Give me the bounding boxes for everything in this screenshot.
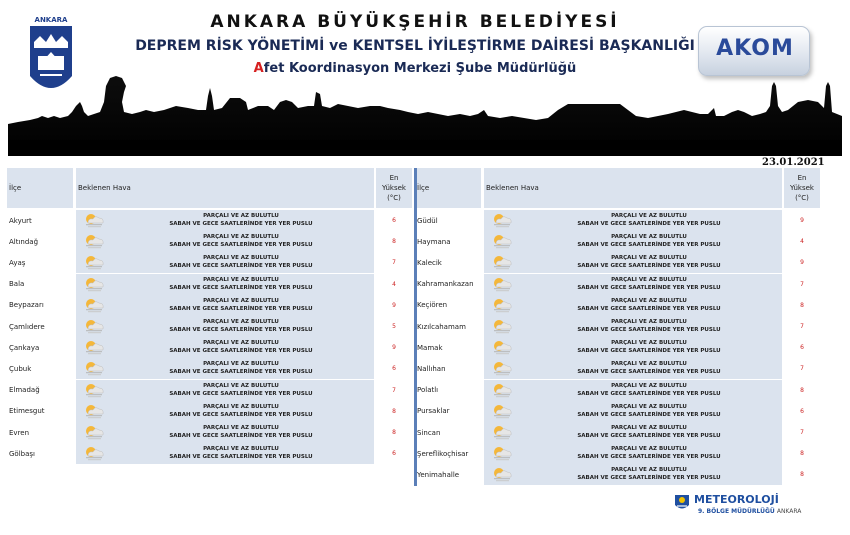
partly-cloudy-hazy-icon xyxy=(82,339,106,356)
high-temperature: 8 xyxy=(376,401,412,422)
weather-line1: PARÇALI VE AZ BULUTLU xyxy=(203,403,279,410)
weather-cell xyxy=(484,210,782,231)
weather-description xyxy=(110,297,372,313)
branch-title-initial: A xyxy=(253,61,264,76)
weather-line1: PARÇALI VE AZ BULUTLU xyxy=(203,255,279,262)
table-row xyxy=(7,316,412,337)
column-header-district: İlçe xyxy=(7,168,73,208)
district-name: Etimesgut xyxy=(7,401,73,422)
weather-cell xyxy=(76,337,374,358)
weather-line2: SABAH VE GECE SAATLERİNDE YER YER PUSLU xyxy=(577,411,721,418)
table-row xyxy=(415,295,820,316)
table-row xyxy=(415,316,820,337)
weather-line2: SABAH VE GECE SAATLERİNDE YER YER PUSLU xyxy=(169,369,313,376)
weather-cell xyxy=(484,337,782,358)
high-temperature: 8 xyxy=(784,295,820,316)
organization-title: ANKARA BÜYÜKŞEHİR BELEDİYESİ xyxy=(210,12,620,32)
high-temperature: 4 xyxy=(376,274,412,295)
weather-line2: SABAH VE GECE SAATLERİNDE YER YER PUSLU xyxy=(577,305,721,312)
weather-line1: PARÇALI VE AZ BULUTLU xyxy=(611,213,687,219)
district-name: Pursaklar xyxy=(415,401,481,422)
table-row xyxy=(7,274,412,295)
weather-line1: PARÇALI VE AZ BULUTLU xyxy=(203,361,279,368)
partly-cloudy-hazy-icon xyxy=(490,318,514,335)
district-name: Akyurt xyxy=(7,210,73,231)
weather-cell xyxy=(484,380,782,401)
district-name: Sincan xyxy=(415,422,481,443)
table-row xyxy=(7,252,412,273)
weather-line1: PARÇALI VE AZ BULUTLU xyxy=(611,276,687,283)
table-row xyxy=(7,422,412,443)
weather-line1: PARÇALI VE AZ BULUTLU xyxy=(611,319,687,325)
weather-cell xyxy=(76,210,374,231)
department-title: DEPREM RİSK YÖNETİMİ ve KENTSEL İYİLEŞTİRME DAİRESİ BAŞKANLIĞI xyxy=(135,38,695,54)
column-header-high-line1: En xyxy=(797,174,807,182)
partly-cloudy-hazy-icon xyxy=(82,233,106,250)
table-row xyxy=(7,295,412,316)
high-temperature: 6 xyxy=(376,443,412,464)
high-temperature: 8 xyxy=(376,231,412,252)
table-row xyxy=(7,401,412,422)
column-header-high-line2: Yüksek xyxy=(790,184,814,192)
high-temperature: 7 xyxy=(784,316,820,337)
partly-cloudy-hazy-icon xyxy=(490,382,514,399)
weather-line2: SABAH VE GECE SAATLERİNDE YER YER PUSLU xyxy=(169,221,313,227)
weather-description xyxy=(110,403,372,419)
partly-cloudy-hazy-icon xyxy=(490,424,514,441)
district-name: Bala xyxy=(7,274,73,295)
table-row xyxy=(415,443,820,464)
table-row xyxy=(415,422,820,443)
high-temperature: 5 xyxy=(376,316,412,337)
table-row xyxy=(7,337,412,358)
high-temperature: 8 xyxy=(376,422,412,443)
table-row xyxy=(415,401,820,422)
high-temperature: 6 xyxy=(784,401,820,422)
weather-line2: SABAH VE GECE SAATLERİNDE YER YER PUSLU xyxy=(577,221,721,227)
high-temperature: 9 xyxy=(784,252,820,273)
column-header-high-line1: En xyxy=(389,174,399,182)
high-temperature: 7 xyxy=(376,252,412,273)
column-header-high-line2: Yüksek xyxy=(382,184,406,192)
table-row xyxy=(7,210,412,231)
meteoroloji-region: 9. BÖLGE MÜDÜRLÜĞÜ xyxy=(698,508,775,515)
weather-line1: PARÇALI VE AZ BULUTLU xyxy=(611,255,687,262)
weather-description xyxy=(518,360,780,376)
partly-cloudy-hazy-icon xyxy=(490,445,514,462)
weather-description xyxy=(518,445,780,461)
partly-cloudy-hazy-icon xyxy=(490,403,514,420)
meteoroloji-title: METEOROLOJİ xyxy=(694,493,779,506)
akom-logo xyxy=(698,26,810,76)
column-header-high-line3: (°C) xyxy=(387,194,401,202)
district-name: Kahramankazan xyxy=(415,274,481,295)
weather-line2: SABAH VE GECE SAATLERİNDE YER YER PUSLU xyxy=(169,242,313,249)
column-header-district: İlçe xyxy=(415,168,481,208)
table-row xyxy=(415,464,820,485)
district-name: Çamlıdere xyxy=(7,316,73,337)
weather-cell xyxy=(484,231,782,252)
meteoroloji-city: ANKARA xyxy=(776,508,802,515)
partly-cloudy-hazy-icon xyxy=(82,360,106,377)
district-name: Beypazarı xyxy=(7,295,73,316)
weather-description xyxy=(518,466,780,482)
weather-line1: PARÇALI VE AZ BULUTLU xyxy=(203,234,279,241)
high-temperature: 9 xyxy=(376,295,412,316)
weather-line2: SABAH VE GECE SAATLERİNDE YER YER PUSLU xyxy=(169,327,313,333)
partly-cloudy-hazy-icon xyxy=(490,276,514,293)
district-name: Keçiören xyxy=(415,295,481,316)
high-temperature: 7 xyxy=(784,274,820,295)
weather-cell xyxy=(76,358,374,379)
weather-line2: SABAH VE GECE SAATLERİNDE YER YER PUSLU xyxy=(577,242,721,249)
weather-line2: SABAH VE GECE SAATLERİNDE YER YER PUSLU xyxy=(577,327,721,333)
weather-cell xyxy=(76,401,374,422)
weather-description xyxy=(110,212,372,228)
weather-line1: PARÇALI VE AZ BULUTLU xyxy=(203,319,279,325)
weather-line2: SABAH VE GECE SAATLERİNDE YER YER PUSLU xyxy=(169,411,313,418)
weather-line2: SABAH VE GECE SAATLERİNDE YER YER PUSLU xyxy=(577,454,721,461)
district-name: Elmadağ xyxy=(7,380,73,401)
weather-cell xyxy=(484,252,782,273)
weather-cell xyxy=(76,252,374,273)
weather-line1: PARÇALI VE AZ BULUTLU xyxy=(611,403,687,410)
table-row xyxy=(415,380,820,401)
weather-line2: SABAH VE GECE SAATLERİNDE YER YER PUSLU xyxy=(577,348,721,355)
meteoroloji-logo xyxy=(674,494,690,512)
partly-cloudy-hazy-icon xyxy=(490,233,514,250)
weather-line1: PARÇALI VE AZ BULUTLU xyxy=(611,234,687,241)
weather-line1: PARÇALI VE AZ BULUTLU xyxy=(203,276,279,283)
district-name: Kalecik xyxy=(415,252,481,273)
weather-line1: PARÇALI VE AZ BULUTLU xyxy=(611,297,687,304)
high-temperature: 8 xyxy=(784,464,820,485)
weather-line2: SABAH VE GECE SAATLERİNDE YER YER PUSLU xyxy=(169,433,313,439)
weather-cell xyxy=(76,295,374,316)
district-name: Haymana xyxy=(415,231,481,252)
table-row xyxy=(415,358,820,379)
weather-line1: PARÇALI VE AZ BULUTLU xyxy=(611,361,687,368)
weather-cell xyxy=(76,231,374,252)
weather-line2: SABAH VE GECE SAATLERİNDE YER YER PUSLU xyxy=(577,433,721,439)
district-name: Çubuk xyxy=(7,358,73,379)
weather-cell xyxy=(484,401,782,422)
weather-line2: SABAH VE GECE SAATLERİNDE YER YER PUSLU xyxy=(169,305,313,312)
weather-cell xyxy=(484,443,782,464)
weather-description xyxy=(518,318,780,334)
branch-title-rest: fet Koordinasyon Merkezi Şube Müdürlüğü xyxy=(263,61,577,76)
weather-description xyxy=(518,382,780,398)
partly-cloudy-hazy-icon xyxy=(490,297,514,314)
report-date: 23.01.2021 xyxy=(762,157,825,168)
weather-description xyxy=(518,276,780,292)
table-row xyxy=(7,380,412,401)
weather-cell xyxy=(76,422,374,443)
table-row xyxy=(415,252,820,273)
high-temperature: 9 xyxy=(376,337,412,358)
district-name: Güdül xyxy=(415,210,481,231)
partly-cloudy-hazy-icon xyxy=(82,254,106,271)
ankara-skyline-silhouette xyxy=(8,72,842,156)
weather-line2: SABAH VE GECE SAATLERİNDE YER YER PUSLU xyxy=(577,390,721,397)
table-row xyxy=(7,443,412,464)
weather-line1: PARÇALI VE AZ BULUTLU xyxy=(203,446,279,453)
high-temperature: 8 xyxy=(784,380,820,401)
partly-cloudy-hazy-icon xyxy=(490,212,514,229)
weather-line1: PARÇALI VE AZ BULUTLU xyxy=(611,425,687,431)
weather-line2: SABAH VE GECE SAATLERİNDE YER YER PUSLU xyxy=(169,348,313,355)
table-row xyxy=(7,358,412,379)
weather-description xyxy=(110,424,372,440)
table-row xyxy=(415,210,820,231)
weather-line2: SABAH VE GECE SAATLERİNDE YER YER PUSLU xyxy=(169,284,313,291)
weather-cell xyxy=(484,274,782,295)
column-header-high xyxy=(784,168,820,208)
weather-cell xyxy=(484,464,782,485)
table-row xyxy=(415,231,820,252)
high-temperature: 7 xyxy=(376,380,412,401)
weather-cell xyxy=(76,380,374,401)
weather-description xyxy=(110,276,372,292)
weather-line1: PARÇALI VE AZ BULUTLU xyxy=(203,425,279,431)
partly-cloudy-hazy-icon xyxy=(490,339,514,356)
table-divider xyxy=(414,168,417,486)
weather-line1: PARÇALI VE AZ BULUTLU xyxy=(203,213,279,219)
weather-line1: PARÇALI VE AZ BULUTLU xyxy=(203,340,279,347)
partly-cloudy-hazy-icon xyxy=(82,445,106,462)
weather-description xyxy=(518,424,780,440)
column-header-weather: Beklenen Hava xyxy=(76,168,374,208)
weather-cell xyxy=(484,358,782,379)
weather-description xyxy=(110,360,372,376)
district-name: Yenimahalle xyxy=(415,464,481,485)
weather-cell xyxy=(484,316,782,337)
meteoroloji-subtitle xyxy=(698,508,801,515)
weather-description xyxy=(518,297,780,313)
weather-line2: SABAH VE GECE SAATLERİNDE YER YER PUSLU xyxy=(169,390,313,397)
partly-cloudy-hazy-icon xyxy=(490,466,514,483)
weather-line1: PARÇALI VE AZ BULUTLU xyxy=(611,467,687,474)
weather-description xyxy=(110,382,372,398)
district-name: Polatlı xyxy=(415,380,481,401)
weather-line2: SABAH VE GECE SAATLERİNDE YER YER PUSLU xyxy=(577,369,721,376)
partly-cloudy-hazy-icon xyxy=(82,382,106,399)
weather-description xyxy=(518,233,780,249)
high-temperature: 4 xyxy=(784,231,820,252)
district-name: Çankaya xyxy=(7,337,73,358)
weather-cell xyxy=(76,316,374,337)
weather-line1: PARÇALI VE AZ BULUTLU xyxy=(203,297,279,304)
high-temperature: 7 xyxy=(784,422,820,443)
weather-cell xyxy=(484,422,782,443)
weather-line2: SABAH VE GECE SAATLERİNDE YER YER PUSLU xyxy=(577,475,721,482)
column-header-high xyxy=(376,168,412,208)
weather-cell xyxy=(484,295,782,316)
partly-cloudy-hazy-icon xyxy=(82,403,106,420)
weather-line2: SABAH VE GECE SAATLERİNDE YER YER PUSLU xyxy=(169,263,313,270)
weather-line2: SABAH VE GECE SAATLERİNDE YER YER PUSLU xyxy=(577,284,721,291)
column-header-weather: Beklenen Hava xyxy=(484,168,782,208)
weather-line1: PARÇALI VE AZ BULUTLU xyxy=(203,382,279,389)
weather-description xyxy=(110,339,372,355)
district-name: Mamak xyxy=(415,337,481,358)
column-header-high-line3: (°C) xyxy=(795,194,809,202)
high-temperature: 6 xyxy=(784,337,820,358)
partly-cloudy-hazy-icon xyxy=(82,212,106,229)
weather-line1: PARÇALI VE AZ BULUTLU xyxy=(611,446,687,453)
partly-cloudy-hazy-icon xyxy=(82,424,106,441)
partly-cloudy-hazy-icon xyxy=(490,254,514,271)
district-name: Gölbaşı xyxy=(7,443,73,464)
high-temperature: 6 xyxy=(376,210,412,231)
district-name: Ayaş xyxy=(7,252,73,273)
table-row xyxy=(415,337,820,358)
partly-cloudy-hazy-icon xyxy=(82,318,106,335)
weather-description xyxy=(110,254,372,270)
partly-cloudy-hazy-icon xyxy=(82,276,106,293)
weather-cell xyxy=(76,274,374,295)
weather-description xyxy=(518,403,780,419)
weather-description xyxy=(110,233,372,249)
logo-label: ANKARA xyxy=(34,16,68,24)
weather-line2: SABAH VE GECE SAATLERİNDE YER YER PUSLU xyxy=(169,454,313,461)
district-name: Evren xyxy=(7,422,73,443)
district-name: Kızılcahamam xyxy=(415,316,481,337)
weather-description xyxy=(110,445,372,461)
high-temperature: 6 xyxy=(376,358,412,379)
high-temperature: 9 xyxy=(784,210,820,231)
high-temperature: 7 xyxy=(784,358,820,379)
weather-line2: SABAH VE GECE SAATLERİNDE YER YER PUSLU xyxy=(577,263,721,270)
district-name: Nallıhan xyxy=(415,358,481,379)
table-row xyxy=(415,274,820,295)
partly-cloudy-hazy-icon xyxy=(82,297,106,314)
partly-cloudy-hazy-icon xyxy=(490,360,514,377)
table-row xyxy=(7,231,412,252)
weather-description xyxy=(110,318,372,334)
weather-description xyxy=(518,254,780,270)
akom-label: AKOM xyxy=(716,36,794,61)
weather-description xyxy=(518,339,780,355)
high-temperature: 8 xyxy=(784,443,820,464)
weather-description xyxy=(518,212,780,228)
weather-line1: PARÇALI VE AZ BULUTLU xyxy=(611,340,687,347)
district-name: Altındağ xyxy=(7,231,73,252)
weather-cell xyxy=(76,443,374,464)
weather-line1: PARÇALI VE AZ BULUTLU xyxy=(611,382,687,389)
district-name: Şereflikoçhisar xyxy=(415,443,481,464)
